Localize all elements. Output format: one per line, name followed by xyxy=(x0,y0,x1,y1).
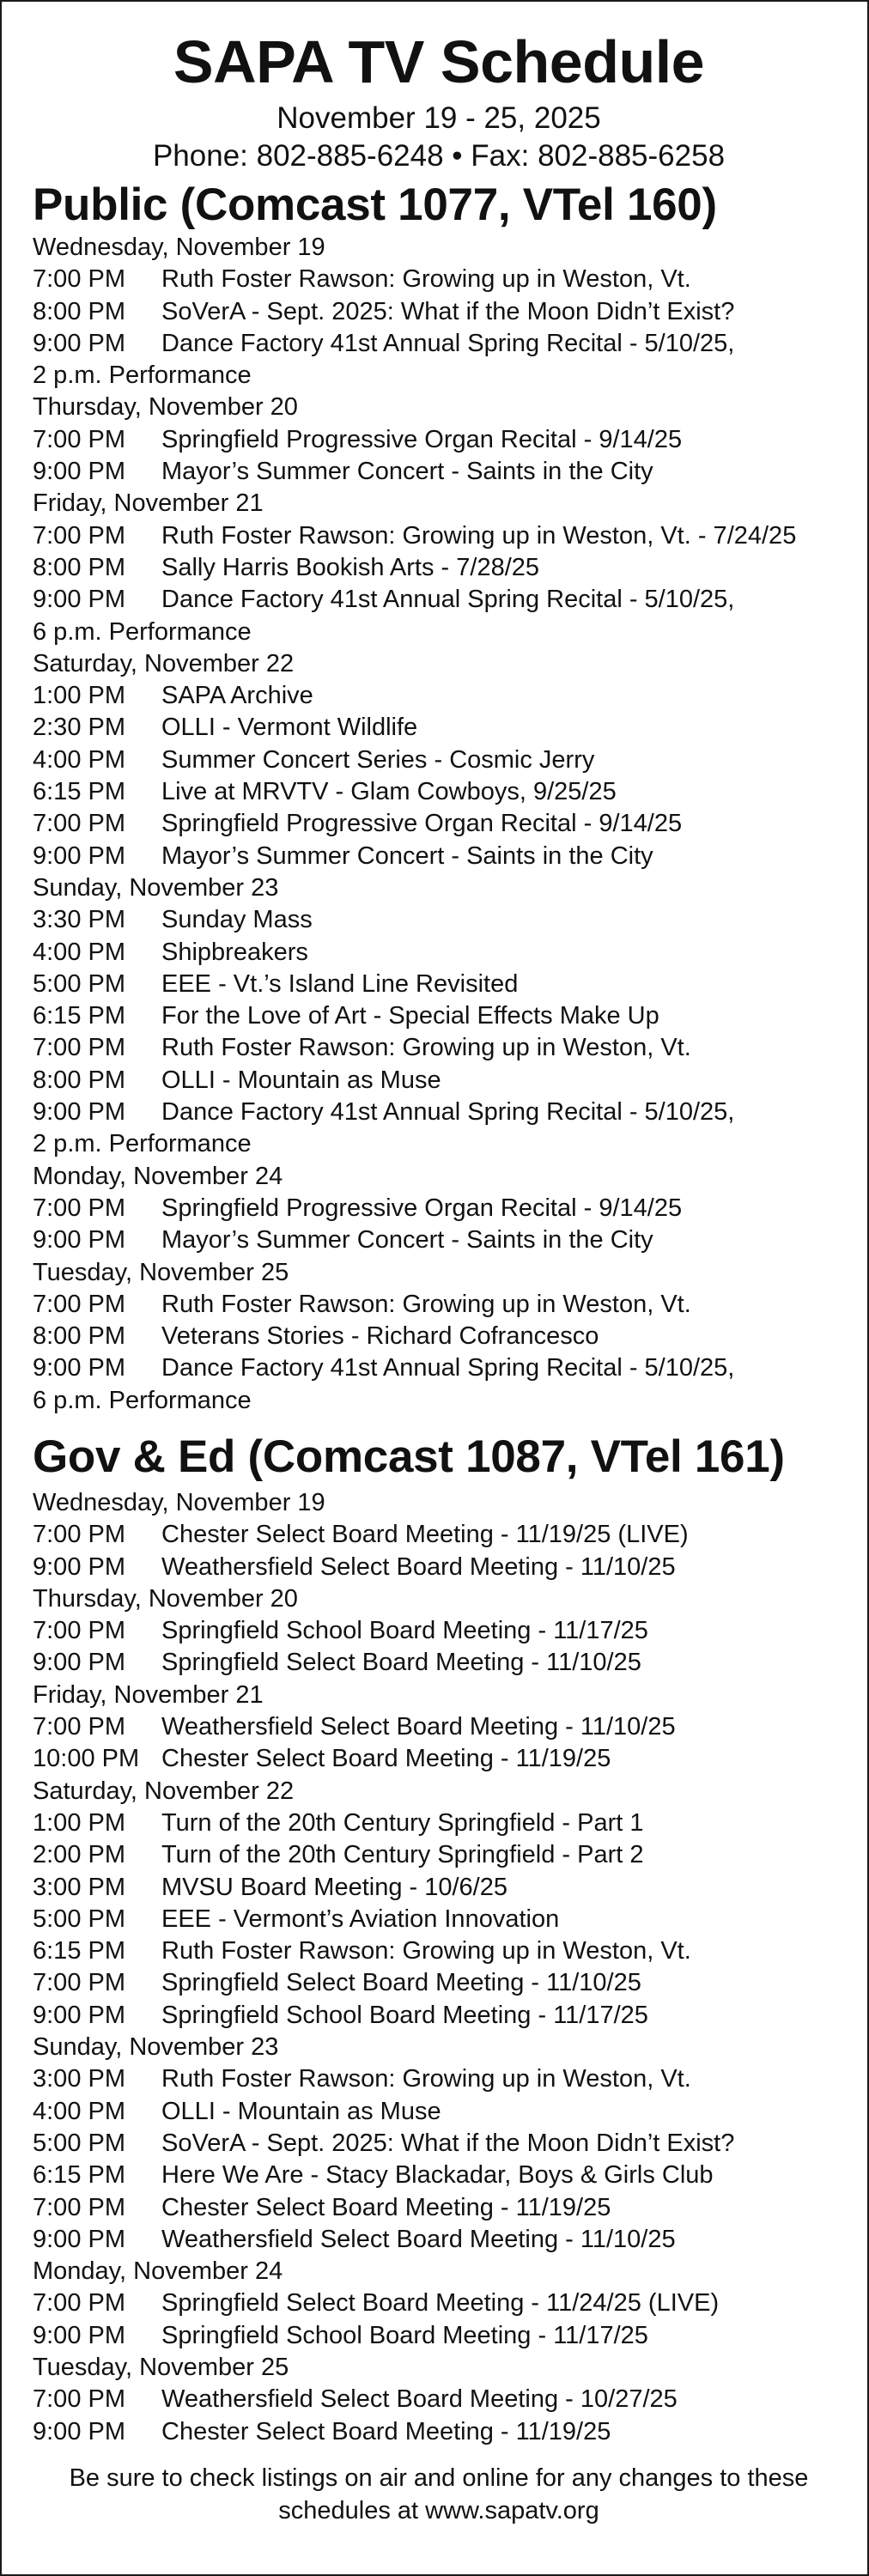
show-time: 7:00 PM xyxy=(33,1290,125,1318)
show-title: Ruth Foster Rawson: Growing up in Weston, Vt. xyxy=(161,1290,691,1318)
show-title: Chester Select Board Meeting - 11/19/25 (LIVE) xyxy=(161,1521,689,1549)
schedule-row xyxy=(33,2000,845,2032)
schedule-row xyxy=(33,1743,845,1775)
show-time: 1:00 PM xyxy=(33,1808,125,1837)
show-title: Shipbreakers xyxy=(161,938,308,966)
day-heading: Tuesday, November 25 xyxy=(33,2354,289,2381)
schedule-row xyxy=(33,1321,845,1352)
schedule-row xyxy=(33,1000,845,1032)
show-time: 7:00 PM xyxy=(33,810,125,838)
schedule-row xyxy=(33,2160,845,2191)
show-title: Sunday Mass xyxy=(161,906,313,934)
day-heading: Sunday, November 23 xyxy=(33,873,279,902)
show-time: 9:00 PM xyxy=(33,1552,125,1581)
show-title-continued: 6 p.m. Performance xyxy=(33,617,252,646)
day-heading: Monday, November 24 xyxy=(33,2257,283,2286)
show-title: Springfield Progressive Organ Recital - 9/14/25 xyxy=(161,1194,683,1222)
show-time: 3:00 PM xyxy=(33,1873,125,1901)
day-heading: Sunday, November 23 xyxy=(33,2033,279,2062)
schedule-row xyxy=(33,841,845,872)
day-heading: Thursday, November 20 xyxy=(33,1584,298,1613)
show-time: 9:00 PM xyxy=(33,1226,125,1255)
show-title-continued: 6 p.m. Performance xyxy=(33,1386,252,1414)
schedule-row xyxy=(33,1224,845,1256)
schedule-row xyxy=(33,2384,845,2415)
show-time: 8:00 PM xyxy=(33,1066,125,1094)
show-time: 2:00 PM xyxy=(33,1841,125,1869)
schedule-row xyxy=(33,1711,845,1743)
show-time: 7:00 PM xyxy=(33,521,125,550)
show-time: 8:00 PM xyxy=(33,1322,125,1351)
show-time: 6:15 PM xyxy=(33,1937,125,1965)
show-time: 9:00 PM xyxy=(33,841,125,870)
show-title: Ruth Foster Rawson: Growing up in Weston, Vt. xyxy=(161,2065,691,2093)
schedule-row xyxy=(33,1647,845,1679)
schedule-row xyxy=(33,1935,845,1967)
show-title: Dance Factory 41st Annual Spring Recital - 5/10/25, xyxy=(161,1098,735,1127)
show-time: 9:00 PM xyxy=(33,1649,125,1677)
schedule-row xyxy=(33,1839,845,1871)
show-title: OLLI - Vermont Wildlife xyxy=(161,714,418,742)
day-heading: Monday, November 24 xyxy=(33,1162,283,1190)
show-title-continued: 2 p.m. Performance xyxy=(33,1130,252,1158)
schedule-row xyxy=(33,584,845,616)
show-time: 3:30 PM xyxy=(33,906,125,934)
schedule-row xyxy=(33,1519,845,1551)
show-title: EEE - Vermont’s Aviation Innovation xyxy=(161,1905,560,1933)
show-time: 7:00 PM xyxy=(33,1969,125,1997)
schedule-row xyxy=(33,2416,845,2448)
show-time: 9:00 PM xyxy=(33,458,125,486)
show-time: 7:00 PM xyxy=(33,2385,125,2414)
show-title: Springfield School Board Meeting - 11/17/25 xyxy=(161,2001,648,2029)
show-title: Weathersfield Select Board Meeting - 11/10/25 xyxy=(161,1552,676,1581)
schedule-row xyxy=(33,808,845,840)
show-title-continued: 2 p.m. Performance xyxy=(33,361,252,390)
show-title: Springfield School Board Meeting - 11/17/25 xyxy=(161,2321,648,2349)
schedule-row xyxy=(33,2063,845,2095)
show-title: Live at MRVTV - Glam Cowboys, 9/25/25 xyxy=(161,778,617,806)
schedule-row xyxy=(33,1097,845,1128)
show-time: 1:00 PM xyxy=(33,682,125,710)
day-heading: Saturday, November 22 xyxy=(33,649,295,677)
show-time: 7:00 PM xyxy=(33,1194,125,1222)
show-time: 9:00 PM xyxy=(33,329,125,357)
schedule-row xyxy=(33,1872,845,1904)
show-title: Ruth Foster Rawson: Growing up in Weston, Vt. xyxy=(161,1937,691,1965)
show-title: Sally Harris Bookish Arts - 7/28/25 xyxy=(161,553,540,581)
day-heading: Thursday, November 20 xyxy=(33,393,298,422)
show-title: Chester Select Board Meeting - 11/19/25 xyxy=(161,2193,611,2221)
show-title: Springfield Progressive Organ Recital - 9/14/25 xyxy=(161,425,683,453)
show-time: 7:00 PM xyxy=(33,1713,125,1741)
schedule-row xyxy=(33,744,845,776)
schedule-row xyxy=(33,680,845,712)
show-time: 7:00 PM xyxy=(33,425,125,453)
show-title: EEE - Vt.’s Island Line Revisited xyxy=(161,969,519,998)
show-title: SAPA Archive xyxy=(161,682,313,710)
show-time: 9:00 PM xyxy=(33,586,125,614)
day-heading: Wednesday, November 19 xyxy=(33,1488,325,1516)
day-heading: Saturday, November 22 xyxy=(33,1777,295,1805)
show-time: 10:00 PM xyxy=(33,1745,140,1773)
show-title: For the Love of Art - Special Effects Make Up xyxy=(161,1002,659,1030)
schedule-row xyxy=(33,776,845,808)
schedule-row xyxy=(33,520,845,552)
day-heading: Friday, November 21 xyxy=(33,1680,264,1709)
show-time: 8:00 PM xyxy=(33,553,125,581)
show-title: Springfield Select Board Meeting - 11/24/25 (LIVE) xyxy=(161,2289,720,2318)
schedule-row xyxy=(33,1807,845,1839)
schedule-row xyxy=(33,2128,845,2160)
show-time: 7:00 PM xyxy=(33,1521,125,1549)
schedule-sections xyxy=(33,179,845,2448)
schedule-row xyxy=(33,2287,845,2319)
show-title: Chester Select Board Meeting - 11/19/25 xyxy=(161,1745,611,1773)
show-title: Ruth Foster Rawson: Growing up in Weston, Vt. xyxy=(161,1034,691,1062)
schedule-row xyxy=(33,1352,845,1384)
show-title: Dance Factory 41st Annual Spring Recital - 5/10/25, xyxy=(161,1354,735,1382)
show-time: 9:00 PM xyxy=(33,2321,125,2349)
show-time: 7:00 PM xyxy=(33,2289,125,2318)
show-title: Mayor’s Summer Concert - Saints in the City xyxy=(161,458,653,486)
show-time: 7:00 PM xyxy=(33,2193,125,2221)
schedule-row xyxy=(33,2192,845,2224)
show-time: 2:30 PM xyxy=(33,714,125,742)
schedule-row xyxy=(33,264,845,295)
show-title: Turn of the 20th Century Springfield - Part 2 xyxy=(161,1841,644,1869)
footer-note: Be sure to check listings on air and online for any changes to these schedules at www.sapatv.org xyxy=(69,2464,809,2524)
show-time: 7:00 PM xyxy=(33,1034,125,1062)
schedule-row xyxy=(33,1967,845,1999)
day-heading: Tuesday, November 25 xyxy=(33,1258,289,1286)
show-time: 5:00 PM xyxy=(33,2129,125,2157)
show-title: SoVerA - Sept. 2025: What if the Moon Didn’t Exist? xyxy=(161,2129,735,2157)
date-range: November 19 - 25, 2025 xyxy=(276,101,601,135)
show-title: SoVerA - Sept. 2025: What if the Moon Didn’t Exist? xyxy=(161,297,735,325)
show-title: Springfield Select Board Meeting - 11/10/25 xyxy=(161,1649,641,1677)
day-heading: Wednesday, November 19 xyxy=(33,234,325,261)
show-time: 6:15 PM xyxy=(33,2161,125,2190)
schedule-row xyxy=(33,424,845,456)
schedule-row xyxy=(33,969,845,1000)
schedule-row xyxy=(33,296,845,328)
show-title: Springfield School Board Meeting - 11/17/25 xyxy=(161,1617,648,1645)
show-time: 9:00 PM xyxy=(33,1098,125,1127)
show-time: 4:00 PM xyxy=(33,938,125,966)
schedule-row xyxy=(33,1615,845,1647)
schedule-row xyxy=(33,712,845,744)
show-time: 8:00 PM xyxy=(33,297,125,325)
schedule-row xyxy=(33,552,845,584)
section-title: Gov & Ed (Comcast 1087, VTel 161) xyxy=(33,1431,785,1482)
schedule-row xyxy=(33,1065,845,1097)
show-title: Mayor’s Summer Concert - Saints in the City xyxy=(161,841,653,870)
show-title: OLLI - Mountain as Muse xyxy=(161,2097,441,2125)
show-title: Dance Factory 41st Annual Spring Recital - 5/10/25, xyxy=(161,586,735,614)
section-title: Public (Comcast 1077, VTel 160) xyxy=(33,179,717,230)
show-title: Dance Factory 41st Annual Spring Recital - 5/10/25, xyxy=(161,329,735,357)
show-title: Chester Select Board Meeting - 11/19/25 xyxy=(161,2417,611,2445)
schedule-row xyxy=(33,2224,845,2256)
show-title: Weathersfield Select Board Meeting - 11/10/25 xyxy=(161,1713,676,1741)
show-time: 6:15 PM xyxy=(33,778,125,806)
show-title: Ruth Foster Rawson: Growing up in Weston, Vt. xyxy=(161,265,691,294)
day-heading: Friday, November 21 xyxy=(33,489,264,518)
show-time: 6:15 PM xyxy=(33,1002,125,1030)
show-time: 7:00 PM xyxy=(33,1617,125,1645)
schedule-row xyxy=(33,1032,845,1064)
show-title: Springfield Progressive Organ Recital - 9/14/25 xyxy=(161,810,683,838)
show-title: OLLI - Mountain as Muse xyxy=(161,1066,441,1094)
schedule-row xyxy=(33,904,845,936)
show-time: 4:00 PM xyxy=(33,745,125,774)
schedule-row xyxy=(33,937,845,969)
show-time: 5:00 PM xyxy=(33,969,125,998)
schedule-section xyxy=(33,1431,845,2448)
show-title: Summer Concert Series - Cosmic Jerry xyxy=(161,745,595,774)
schedule-row xyxy=(33,1904,845,1935)
show-time: 9:00 PM xyxy=(33,2417,125,2445)
show-time: 4:00 PM xyxy=(33,2097,125,2125)
show-title: Weathersfield Select Board Meeting - 11/10/25 xyxy=(161,2225,676,2253)
show-title: Ruth Foster Rawson: Growing up in Weston, Vt. - 7/24/25 xyxy=(161,521,797,550)
show-title: Veterans Stories - Richard Cofrancesco xyxy=(161,1322,599,1351)
show-title: Springfield Select Board Meeting - 11/10/25 xyxy=(161,1969,641,1997)
schedule-row xyxy=(33,328,845,360)
show-time: 9:00 PM xyxy=(33,1354,125,1382)
schedule-row xyxy=(33,2096,845,2128)
contact-info: Phone: 802-885-6248 • Fax: 802-885-6258 xyxy=(152,139,726,173)
show-time: 9:00 PM xyxy=(33,2225,125,2253)
schedule-row xyxy=(33,2320,845,2352)
show-title: Weathersfield Select Board Meeting - 10/27/25 xyxy=(161,2385,678,2414)
show-title: Here We Are - Stacy Blackadar, Boys & Girls Club xyxy=(161,2161,714,2190)
show-time: 7:00 PM xyxy=(33,265,125,294)
show-time: 3:00 PM xyxy=(33,2065,125,2093)
show-title: Mayor’s Summer Concert - Saints in the City xyxy=(161,1226,653,1255)
schedule-row xyxy=(33,456,845,488)
schedule-section xyxy=(33,179,845,1417)
show-title: MVSU Board Meeting - 10/6/25 xyxy=(161,1873,507,1901)
show-time: 5:00 PM xyxy=(33,1905,125,1933)
schedule-row xyxy=(33,1193,845,1224)
schedule-row xyxy=(33,1552,845,1583)
page-title: SAPA TV Schedule xyxy=(173,28,705,95)
show-title: Turn of the 20th Century Springfield - Part 1 xyxy=(161,1808,644,1837)
show-time: 9:00 PM xyxy=(33,2001,125,2029)
schedule-row xyxy=(33,1289,845,1321)
